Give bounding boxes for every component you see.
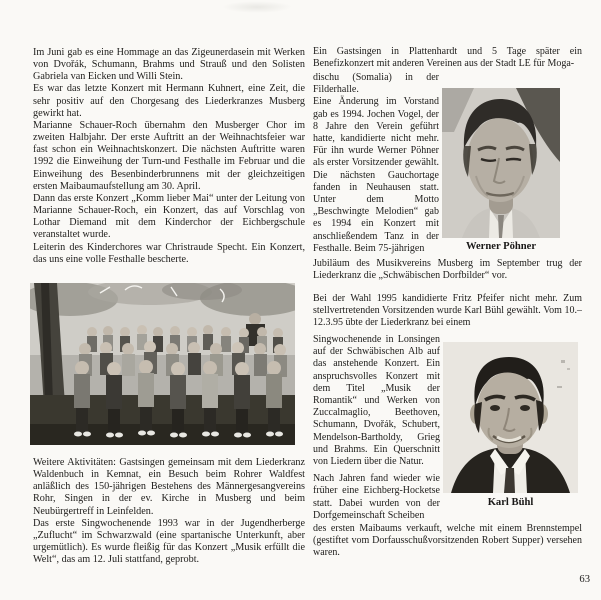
group-photo-illustration: [30, 283, 295, 445]
portrait-illustration: [443, 342, 578, 493]
portrait2-caption: Karl Bühl: [487, 497, 534, 508]
page-number: 63: [579, 574, 590, 585]
paragraph: Eine Änderung im Vorstand gab es 1994. Jochen Vogel, der 8 Jahre den Verein geführt hatte, kandidierte nicht mehr. Für ihn wurde Werner Pöhner als erster Vorsitzender gewählt. Die nächsten Gauchortage fanden in Neuhausen statt. Unter dem Motto „Beschwingte Melodien“ gab es 1994 ein Konzert mit anschließendem Tanz in der Festhalle. Beim 75-jährigen: [313, 96, 439, 254]
right-column-text-mid1: [313, 258, 582, 285]
paragraph: Jubiläum des Musikvereins Musberg im September trug der Liederkranz die „Schwäbischen Dorfbilder“ vor.: [313, 258, 582, 282]
right-column-text-mid2: [313, 293, 582, 331]
children-choir-group-photo: [30, 283, 295, 445]
paragraph: des ersten Maibaums verkauft, welche mit einem Brennstempel (gestiftet vom Dorfausschußvorsitzenden Robert Supper) versehen waren.: [313, 523, 582, 559]
scan-artifact: [222, 1, 292, 13]
paragraph: Ein Gastsingen in Plattenhardt und 5 Tage später ein Benefizkonzert mit anderen Vereinen aus der Stadt LE für Moga-: [313, 46, 582, 70]
portrait1-caption: Werner Pöhner: [465, 241, 537, 252]
right-column-closing: [313, 523, 582, 560]
right-column-text-beside-portrait2: [313, 334, 440, 526]
right-column-intro: [313, 46, 582, 72]
paragraph: Singwochenende in Lonsingen auf der Schwäbischen Alb auf das anstehende Konzert. Ein anspruchsvolles Konzert mit dem Titel „Musik der Romantik“ und Werken von Zuccalmaglio, Beethoven, Schumann, Dvořák, Schubert, Mendelson-Bartholdy, Grieg und Brahms. Ein Querschnitt von Liedern über die Natur.: [313, 334, 440, 468]
paragraph: Marianne Schauer-Roch übernahm den Musberger Chor im zweiten Halbjahr. Der erste Auftritt an der Weihnachtsfeier war fast schon ein Weihnachtskonzert. Die nächsten Auftritte waren 1992 die Einweihung der Turn-und Festhalle im Februar und die Einweihung des Besenbinderbrunnens mit der gleichzeitigen ersten Maibaumaufstellung am 30. April.: [33, 119, 305, 192]
right-column-text-beside-portrait1: [313, 72, 439, 258]
portrait-photo-werner-poehner: [442, 88, 560, 238]
paragraph: Nach Jahren fand wieder wie früher eine Eichberg-Hocketse statt. Dabei wurden von der Dorfgemeinschaft Scheiben: [313, 473, 440, 521]
paragraph: Das erste Singwochenende 1993 war in der Jugendherberge „Zuflucht“ im Schwarzwald (eine spartanische Unterkunft, aber urgemütlich). Es wurde fleißig für das Konzert „Musik erfüllt die Welt“, das am 12. Juli stattfand, geprobt.: [33, 517, 305, 566]
paragraph: Im Juni gab es eine Hommage an das Zigeunerdasein mit Werken von Dvořák, Schumann, Brahms und Strauß und den Solisten Gabriela van Eicken und Willi Stein.: [33, 47, 305, 83]
paragraph: Bei der Wahl 1995 kandidierte Fritz Pfeifer nicht mehr. Zum stellvertretenden Vorsitzenden wurde Karl Bühl gewählt. Vom 10.–12.3.95 übte der Liederkranz bei einem: [313, 293, 582, 329]
paragraph: Dann das erste Konzert „Komm lieber Mai“ unter der Leitung von Marianne Schauer-Roch, ein Konzert, das auf Vorschlag von Lothar Diemand mit dem Kinderchor der Eichbergschule veranstaltet wurde.: [33, 192, 305, 241]
portrait-photo-karl-buehl: [443, 342, 578, 493]
paragraph: Es war das letzte Konzert mit Hermann Kuhnert, eine Zeit, die sehr positiv auf den Chorgesang des Liederkranzes Musberg gewirkt hat.: [33, 83, 305, 119]
portrait-illustration: [442, 88, 560, 238]
left-column-text: [33, 47, 305, 266]
left-column-text-below-photo: [33, 457, 305, 566]
paragraph: Leiterin des Kinderchores war Christraude Specht. Ein Konzert, das uns eine volle Festhalle bescherte.: [33, 241, 305, 265]
paragraph: dischu (Somalia) in der Filderhalle.: [313, 72, 439, 96]
paragraph: Weitere Aktivitäten: Gastsingen gemeinsam mit dem Liederkranz Waldenbuch in Kemnat, ein Besuch beim Rohrer Waldfest anläßlich des 150-jährigen Bestehens des Männergesangvereins Rohr, Singen in der ev. Kirche in Musberg und beim Neubürgertreff in Leinfelden.: [33, 457, 305, 517]
